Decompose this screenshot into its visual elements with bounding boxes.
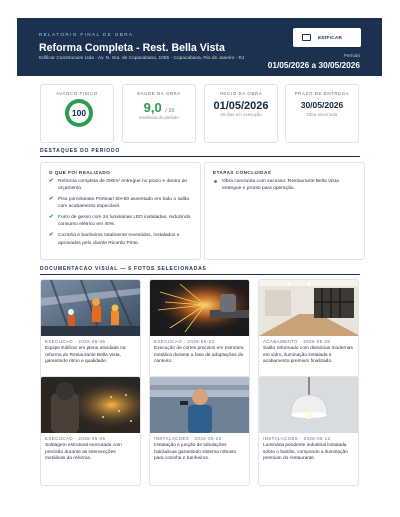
photo-card-3: [258, 279, 359, 389]
interior-photo-icon: [259, 280, 359, 336]
list-item: [49, 214, 194, 229]
health-score: 9,0: [143, 100, 162, 115]
photo-description: Salão reformado com divisórias modernas em vidro, iluminação instalada e acabamento premium finalizado.: [263, 346, 353, 365]
photo-card-1: [40, 279, 141, 389]
period-label: Período: [343, 53, 360, 58]
photo-card-6: [258, 376, 359, 486]
kpi-progress-label: AVANCO FISICO: [56, 91, 98, 96]
photo-description: Execução de cortes precisos em estrutura metálica durante a fase de adaptações do canteiro.: [154, 346, 244, 365]
report-subtitle: Edificar Construcoes Ltda · Av. N. Sra. de Copacabana, 1055 · Copacabana, Rio de Janeiro - RJ: [39, 56, 245, 61]
check-icon: ✔: [49, 178, 54, 184]
photo-description: Soldagem estrutural executada com precisão durante as intervenções metálicas da reforma.: [45, 443, 122, 462]
check-icon: ✔: [49, 196, 54, 203]
photo-caption: INSTALACOES · 2026-05-22: [154, 436, 222, 441]
period-value: 01/05/2026 a 30/05/2026: [267, 60, 360, 70]
welder-photo-icon: [41, 377, 141, 433]
list-item: [49, 232, 194, 247]
photo-description: Instalação e junção de tubulações hidráulicas garantindo sistema robusto para cozinha e banheiros.: [154, 443, 237, 462]
done-list: [49, 178, 194, 250]
report-kicker: RELATORIO FINAL DE OBRA: [39, 32, 134, 37]
kpi-start-label: INICIO DA OBRA: [219, 91, 263, 96]
photo-description: Luminária pendente industrial instalada sobre o balcão, compondo a iluminação premium do restaurante.: [263, 443, 348, 462]
done-box: [40, 162, 201, 260]
stages-list: [213, 178, 358, 196]
report-title: Reforma Completa - Rest. Bella Vista: [39, 42, 225, 54]
lamp-photo-icon: [259, 377, 359, 433]
highlights-divider: [40, 156, 360, 157]
deadline-sub: Obra encerrada: [306, 112, 338, 117]
health-scale: / 10: [165, 108, 175, 114]
photo-card-2: [149, 279, 250, 389]
kpi-health-label: SAUDE DA OBRA: [137, 91, 181, 96]
done-item-text: Forro de gesso com 24 luminárias LED instaladas, reduzindo consumo elétrico em 40%.: [58, 215, 191, 228]
gallery-divider: [40, 274, 360, 275]
company-logo: [293, 28, 361, 47]
workers-photo-icon: [41, 280, 141, 336]
report-header: [17, 18, 382, 76]
plumber-photo-icon: [150, 377, 250, 433]
photo-caption: EXECUCAO · 2026-05-23: [154, 339, 215, 344]
done-item-text: Reforma completa de 200m² entregue no prazo e dentro do orçamento.: [58, 179, 188, 192]
kpi-deadline-card: [285, 84, 359, 143]
stage-item-text: Obra concluída com sucesso. Restaurante Bella Vista entregue e pronto para operação.: [222, 179, 339, 192]
health-score-line: [123, 100, 195, 115]
start-date: 01/05/2026: [213, 100, 269, 112]
photo-caption: EXECUCAO · 2026-05-26: [45, 436, 106, 441]
list-item: [213, 178, 358, 193]
health-note: tendência do período: [139, 115, 179, 120]
photo-card-5: [149, 376, 250, 486]
kpi-deadline-label: PRAZO DE ENTREGA: [294, 91, 350, 96]
stages-box: [204, 162, 365, 260]
bullet-icon: [214, 180, 217, 183]
stages-title: ETAPAS CONCLUIDAS: [213, 170, 272, 175]
photo-description: Equipe Edificar em plena atividade na reforma do Restaurante Bella Vista, garantindo ritmo e qualidade.: [45, 346, 126, 365]
highlights-title: DESTAQUES DO PERIODO: [40, 148, 121, 154]
done-title: O QUE FOI REALIZADO: [49, 170, 111, 175]
kpi-health-card: [122, 84, 196, 143]
check-icon: ✔: [49, 214, 54, 221]
start-sub: 29 dias em execução: [220, 112, 262, 117]
deadline-date: 30/05/2026: [300, 100, 344, 110]
progress-ring: [65, 99, 93, 127]
photo-caption: ACABAMENTO · 2026-05-28: [263, 339, 331, 344]
kpi-start-card: [204, 84, 278, 143]
gallery-title: DOCUMENTACAO VISUAL — 6 FOTOS SELECIONADAS: [40, 266, 207, 272]
list-item: [49, 178, 194, 193]
photo-caption: EXECUCAO · 2026-05-06: [45, 339, 106, 344]
logo-text: EDIFICAR: [318, 35, 343, 40]
list-item: [49, 196, 194, 211]
done-item-text: Cozinha e banheiros totalmente revestidos, instalados e aprovados pelo cliente Ricardo Pinto.: [58, 233, 180, 246]
progress-value: 100: [69, 103, 89, 123]
kpi-progress-card: [40, 84, 114, 143]
done-item-text: Piso porcelanato Portinari 60×60 assentado em todo o salão com acabamento impecável.: [58, 197, 190, 210]
welding-photo-icon: [150, 280, 250, 336]
building-icon: [302, 34, 311, 41]
photo-card-4: [40, 376, 141, 486]
photo-caption: INSTALACOES · 2026-05-12: [263, 436, 331, 441]
check-icon: ✔: [49, 232, 54, 239]
